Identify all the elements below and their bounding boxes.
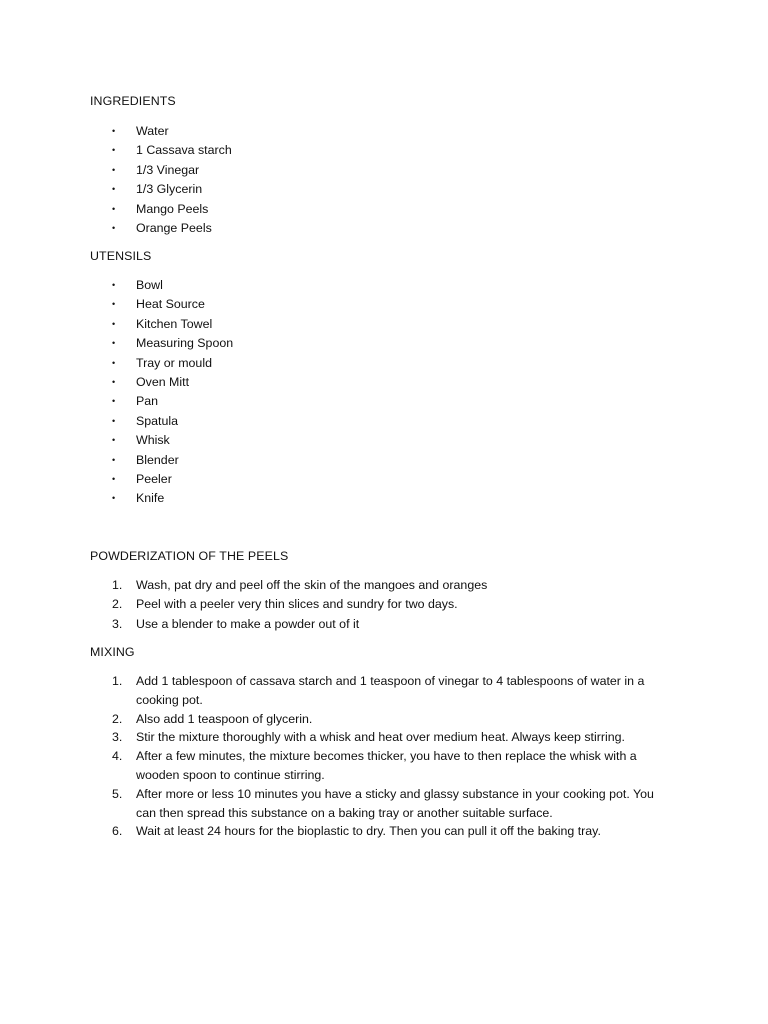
bullet-icon: • (112, 396, 116, 407)
list-item (0, 728, 768, 747)
bullet-icon: • (112, 473, 116, 484)
bullet-icon: • (112, 203, 116, 214)
list-item (0, 615, 768, 634)
bullet-icon: • (112, 357, 116, 368)
bullet-icon: • (112, 493, 116, 504)
step-number: 3. (112, 730, 123, 745)
bullet-icon: • (112, 299, 116, 310)
powderization-heading: POWDERIZATION OF THE PEELS (90, 549, 289, 563)
ingredients-heading: INGREDIENTS (90, 94, 176, 108)
bullet-icon: • (112, 126, 116, 136)
bullet-icon: • (112, 415, 116, 426)
bullet-icon: • (112, 184, 116, 195)
step-number: 3. (112, 616, 123, 631)
bullet-icon: • (112, 318, 116, 329)
list-item (0, 595, 768, 614)
step-number: 2. (112, 597, 123, 612)
step-text: After more or less 10 minutes you have a sticky and glassy substance in your cooking pot. You can then spread this substance on a baking tray or another suitable surface. (136, 786, 654, 820)
list-item (0, 822, 768, 841)
step-text: Add 1 tablespoon of cassava starch and 1 teaspoon of vinegar to 4 tablespoons of water in a cooking pot. (136, 674, 645, 707)
list-item (0, 576, 768, 595)
bullet-icon: • (112, 222, 116, 233)
step-number: 6. (112, 824, 123, 839)
step-number: 2. (112, 711, 123, 726)
utensils-heading: UTENSILS (90, 249, 152, 263)
step-text: Also add 1 teaspoon of glycerin. (136, 711, 313, 726)
list-item (0, 747, 768, 785)
step-text: Stir the mixture thoroughly with a whisk and heat over medium heat. Always keep stirring. (136, 730, 625, 745)
list-item (0, 710, 768, 729)
bullet-icon: • (112, 338, 116, 349)
bullet-icon: • (112, 454, 116, 465)
step-number: 1. (112, 578, 123, 592)
step-number: 4. (112, 749, 123, 764)
powderization-steps (0, 576, 768, 634)
list-item (0, 785, 768, 823)
step-text: Use a blender to make a powder out of it (136, 616, 360, 631)
bullet-icon: • (112, 145, 116, 156)
list-item (0, 672, 768, 710)
step-text: Wait at least 24 hours for the bioplastic to dry. Then you can pull it off the baking tray. (136, 824, 601, 839)
mixing-steps (0, 672, 768, 841)
step-number: 1. (112, 674, 123, 688)
bullet-icon: • (112, 164, 116, 175)
step-text: Peel with a peeler very thin slices and sundry for two days. (136, 597, 458, 612)
mixing-heading: MIXING (90, 645, 135, 659)
bullet-icon: • (112, 435, 116, 446)
bullet-icon: • (112, 376, 116, 387)
step-text: After a few minutes, the mixture becomes thicker, you have to then replace the whisk with a wooden spoon to continue stirring. (136, 749, 637, 782)
document-page: INGREDIENTS • Water • 1 Cassava starch • 1/3 Vinegar • 1/3 Glycerin • Mango Peels • Orange Peels UTENSILS • Bowl • Heat Source • Kitchen Towel • Measuring Spoon • Tray or mould • Oven Mitt • Pan • Spatula • Whisk • Blender • Peeler • Knife POWDERIZATION OF THE PEELS 1. Wash, pat dry and peel off the skin of the mangoes and oranges 2. Peel with a peeler very thin slices and sundry for two days. 3. Use a blender to make a powder out of it MIXING 1. Add 1 tablespoon of cassava starch and 1 teaspoon of vinegar to 4 tablespoons of water in a cooking pot. 2. Also add 1 teaspoon of glycerin. 3. Stir the mixture thoroughly with a whisk and heat over medium heat. Always keep stirring. 4. After a few minutes, the mixture becomes thicker, you have to then replace the whisk with a wooden spoon to continue stirring. 5. After more or less 10 minutes you have a sticky and glassy substance in your cooking pot. You can then spread this substance on a baking tray or another suitable surface. 6. Wait at least 24 hours for the bioplastic to dry. Then you can pull it off the baking tray. (0, 0, 768, 1024)
step-text: Wash, pat dry and peel off the skin of the mangoes and oranges (136, 578, 488, 592)
step-number: 5. (112, 786, 123, 801)
bullet-icon: • (112, 280, 116, 290)
